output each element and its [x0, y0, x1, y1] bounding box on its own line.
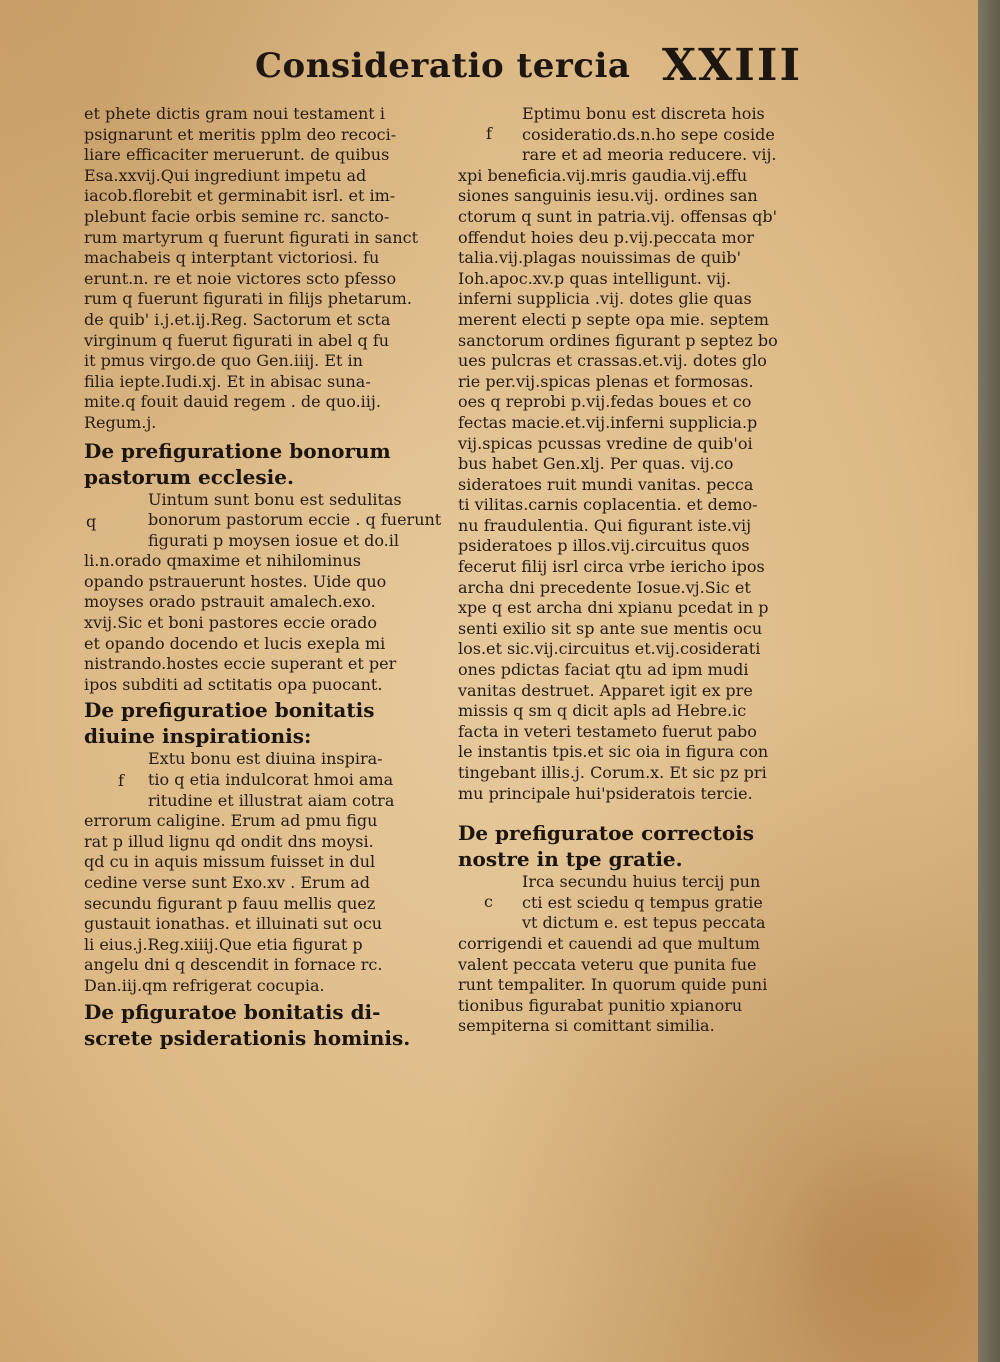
text-line: cti est sciedu q tempus gratie	[522, 892, 763, 912]
text-line: Extu bonu est diuina inspira-	[148, 749, 383, 769]
text-line: tingebant illis.j. Corum.x. Et sic pz pri	[458, 763, 767, 782]
text-line: plebunt facie orbis semine rc. sancto-	[84, 206, 390, 226]
text-line: opando pstrauerunt hostes. Uide quo	[84, 571, 387, 591]
text-line: ues pulcras et crassas.et.vij. dotes glo	[458, 351, 767, 371]
text-line: le instantis tpis.et sic oia in figura con	[458, 742, 769, 762]
text-line: sempiterna si comittant similia.	[458, 1016, 715, 1036]
text-line: mu principale hui'psideratois tercie.	[458, 783, 753, 803]
text-line: Uintum sunt bonu est sedulitas	[148, 489, 402, 509]
text-line: nu fraudulentia. Qui figurant iste.vij	[458, 515, 752, 535]
heading-line: De prefiguratione bonorum	[84, 438, 391, 463]
water-stain	[770, 1120, 1000, 1362]
text-line: rare et ad meoria reducere. vij.	[522, 145, 777, 165]
right-column	[458, 104, 808, 1037]
text-line: et opando docendo et lucis exepla mi	[84, 633, 386, 653]
left-intro-text	[84, 104, 434, 434]
text-line: moyses orado pstrauit amalech.exo.	[84, 592, 376, 612]
text-line: psignarunt et meritis pplm deo recoci-	[84, 124, 397, 144]
text-line: Regum.j.	[84, 412, 157, 432]
text-line: figurati p moysen iosue et do.il	[148, 530, 399, 550]
text-line: mite.q fouit dauid regem . de quo.iij.	[84, 392, 381, 412]
initial-guide-letter: c	[484, 892, 493, 912]
text-line: cedine verse sunt Exo.xv . Erum ad	[84, 873, 371, 892]
page-edge	[978, 0, 1000, 1362]
text-line: ipos subditi ad sctitatis opa puocant.	[84, 674, 383, 694]
text-line: Esa.xxvij.Qui ingrediunt impetu ad	[84, 165, 367, 185]
text-line: ones pdictas faciat qtu ad ipm mudi	[458, 660, 749, 680]
section-body	[84, 749, 434, 996]
text-line: runt tempaliter. In quorum quide puni	[458, 975, 768, 995]
initial-guide-letter: f	[486, 124, 492, 143]
heading-line: pastorum ecclesie.	[84, 464, 294, 489]
text-line: cosideratio.ds.n.ho sepe coside	[522, 124, 775, 144]
text-line: siones sanguinis iesu.vij. ordines san	[458, 186, 758, 206]
text-line: vt dictum e. est tepus peccata	[522, 913, 766, 933]
text-line: valent peccata veteru que punita fue	[458, 954, 757, 974]
text-line: de quib' i.j.et.ij.Reg. Sactorum et scta	[84, 309, 391, 329]
text-line: iacob.florebit et germinabit isrl. et im-	[84, 186, 396, 206]
left-column	[84, 104, 442, 1051]
text-line: nistrando.hostes eccie superant et per	[84, 654, 397, 674]
text-line: filia iepte.Iudi.xj. Et in abisac suna-	[84, 371, 371, 391]
text-line: errorum caligine. Erum ad pmu figu	[84, 811, 378, 831]
text-line: corrigendi et cauendi ad que multum	[458, 933, 760, 953]
section-body	[458, 104, 808, 804]
text-line: rum martyrum q fuerunt figurati in sanct	[84, 227, 419, 247]
text-line: psideratoes p illos.vij.circuitus quos	[458, 536, 750, 556]
text-line: virginum q fuerut figurati in abel q fu	[84, 330, 390, 350]
heading-line: screte psiderationis hominis.	[84, 1025, 411, 1050]
text-line: li.n.orado qmaxime et nihilominus	[84, 551, 361, 571]
text-line: Irca secundu huius tercij pun	[522, 872, 761, 892]
text-line: oes q reprobi p.vij.fedas boues et co	[458, 392, 752, 412]
text-line: xpe q est archa dni xpianu pcedat in p	[458, 598, 769, 618]
text-line: vij.spicas pcussas vredine de quib'oi	[458, 433, 753, 453]
text-line: xvij.Sic et boni pastores eccie orado	[84, 613, 377, 633]
section-heading	[84, 438, 434, 490]
text-line: facta in veteri testameto fuerut pabo	[458, 721, 757, 741]
text-line: Eptimu bonu est discreta hois	[522, 104, 765, 123]
text-line: machabeis q interptant victoriosi. fu	[84, 248, 380, 268]
section-heading	[458, 820, 808, 872]
section-heading	[84, 999, 434, 1051]
text-line: talia.vij.plagas nouissimas de quib'	[458, 248, 742, 268]
text-line: et phete dictis gram noui testament i	[84, 104, 385, 123]
text-line: archa dni precedente Iosue.vj.Sic et	[458, 577, 751, 597]
text-line: li eius.j.Reg.xiiij.Que etia figurat p	[84, 934, 363, 954]
text-line: xpi beneficia.vij.mris gaudia.vij.effu	[458, 165, 748, 185]
text-line: senti exilio sit sp ante sue mentis ocu	[458, 618, 763, 638]
text-line: tionibus figurabat punitio xpianoru	[458, 995, 743, 1015]
heading-line: diuine inspirationis:	[84, 724, 312, 749]
initial-guide-letter: f	[118, 771, 124, 791]
text-line: Ioh.apoc.xv.p quas intelligunt. vij.	[458, 268, 732, 288]
folio-number: XXIII	[662, 40, 803, 91]
running-head: Consideratio tercia	[255, 46, 631, 86]
initial-guide-letter: q	[86, 511, 97, 531]
text-line: angelu dni q descendit in fornace rc.	[84, 955, 383, 975]
text-line: bonorum pastorum eccie . q fuerunt	[148, 510, 442, 530]
text-line: fecerut filij isrl circa vrbe iericho ipos	[458, 557, 765, 577]
text-line: offendut hoies deu p.vij.peccata mor	[458, 227, 754, 247]
text-line: bus habet Gen.xlj. Per quas. vij.co	[458, 454, 734, 474]
text-line: vanitas destruet. Apparet igit ex pre	[458, 680, 753, 700]
text-line: gustauit ionathas. et illuinati sut ocu	[84, 914, 383, 934]
text-line: merent electi p septe opa mie. septem	[458, 309, 769, 329]
text-line: los.et sic.vij.circuitus et.vij.cosiderati	[458, 639, 761, 659]
heading-line: De prefiguratoe correctois	[458, 821, 755, 846]
section-body	[84, 489, 442, 696]
text-line: ritudine et illustrat aiam cotra	[148, 790, 395, 810]
text-line: secundu figurant p fauu mellis quez	[84, 893, 376, 913]
text-line: Dan.iij.qm refrigerat cocupia.	[84, 975, 325, 995]
heading-line: De pfiguratoe bonitatis di-	[84, 999, 381, 1024]
text-line: erunt.n. re et noie victores scto pfesso	[84, 268, 397, 288]
text-line: ti vilitas.carnis coplacentia. et demo-	[458, 495, 758, 515]
text-line: missis q sm q dicit apls ad Hebre.ic	[458, 701, 747, 721]
text-line: ctorum q sunt in patria.vij. offensas qb'	[458, 206, 777, 226]
heading-line: nostre in tpe gratie.	[458, 847, 683, 872]
section-heading	[84, 697, 434, 749]
text-line: qd cu in aquis missum fuisset in dul	[84, 852, 376, 872]
text-line: sanctorum ordines figurant p septez bo	[458, 330, 778, 350]
text-line: inferni supplicia .vij. dotes glie quas	[458, 289, 752, 309]
text-line: liare efficaciter meruerunt. de quibus	[84, 145, 390, 165]
text-line: sideratoes ruit mundi vanitas. pecca	[458, 474, 754, 494]
text-line: rie per.vij.spicas plenas et formosas.	[458, 371, 754, 391]
text-line: tio q etia indulcorat hmoi ama	[148, 770, 394, 790]
text-line: fectas macie.et.vij.inferni supplicia.p	[458, 412, 758, 432]
text-line: it pmus virgo.de quo Gen.iiij. Et in	[84, 351, 363, 371]
text-line: rat p illud lignu qd ondit dns moysi.	[84, 831, 374, 851]
text-line: rum q fuerunt figurati in filijs phetarum.	[84, 289, 412, 309]
heading-line: De prefiguratioe bonitatis	[84, 698, 375, 723]
section-body	[458, 872, 808, 1037]
